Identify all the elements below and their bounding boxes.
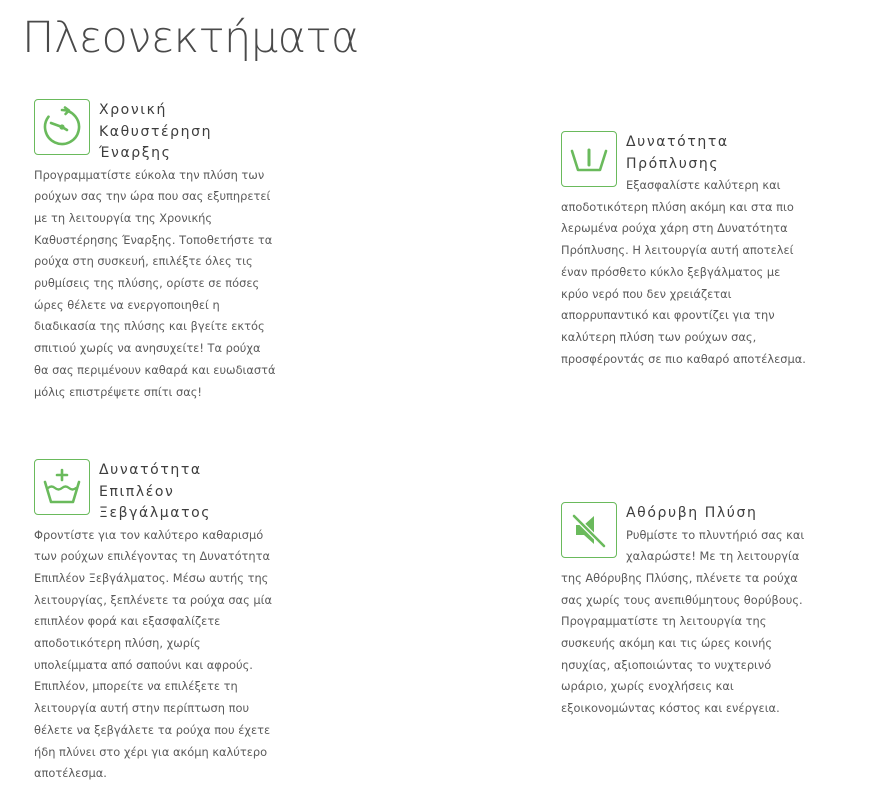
feature-title: Χρονική Καθυστέρηση Έναρξης	[99, 102, 213, 161]
prewash-icon	[561, 131, 617, 187]
feature-silent-wash	[561, 502, 806, 720]
page-title: Πλεονεκτήματα	[22, 13, 359, 63]
feature-text: Ρυθμίστε το πλυντήριό σας και χαλαρώστε! Με τη λειτουργία της Αθόρυβης Πλύσης, πλένετε τα ρούχα σας χωρίς τους ανεπιθύμητους θορύβους. Προγραμματίστε τη λειτουργία της συσκευής ακόμη και τις ώρες κοινής ησυχίας, αξιοποιώντας το νυχτερινό ωράριο, χωρίς ενοχλήσεις και εξοικονομώντας κόστος και ενέργεια.	[561, 527, 805, 716]
feature-prewash	[561, 131, 806, 370]
feature-delayed-start	[34, 99, 276, 403]
mute-speaker-icon	[561, 502, 617, 558]
feature-title: Δυνατότητα Επιπλέον Ξεβγάλματος	[99, 462, 212, 521]
timer-icon	[34, 99, 90, 155]
feature-text: Φροντίστε για τον καλύτερο καθαρισμό των ρούχων επιλέγοντας τη Δυνατότητα Επιπλέον Ξεβγάλματος. Μέσω αυτής της λειτουργίας, ξεπλένετε τα ρούχα σας μία επιπλέον φορά και εξασφαλίζετε αποδοτικότερη πλύση, χωρίς υπολείμματα από σαπούνι και αφρούς. Επιπλέον, μπορείτε να επιλέξετε τη λειτουργία αυτή στην περίπτωση που θέλετε να ξεβγάλετε τα ρούχα που έχετε ήδη πλύνει στο χέρι για ακόμη καλύτερο αποτέλεσμα.	[34, 527, 272, 781]
feature-title: Αθόρυβη Πλύση	[626, 505, 758, 521]
feature-text: Προγραμματίστε εύκολα την πλύση των ρούχων σας την ώρα που σας εξυπηρετεί με τη λειτουργία της Χρονικής Καθυστέρησης Έναρξης. Τοποθετήστε τα ρούχα στη συσκευή, επιλέξτε όλες τις ρυθμίσεις της πλύσης, ορίστε σε πόσες ώρες θέλετε να ενεργοποιηθεί η διαδικασία της πλύσης και βγείτε εκτός σπιτιού χωρίς να ανησυχείτε! Τα ρούχα θα σας περιμένουν καθαρά και ευωδιαστά μόλις επιστρέψετε σπίτι σας!	[34, 167, 276, 399]
feature-extra-rinse	[34, 459, 276, 785]
extra-rinse-icon	[34, 459, 90, 515]
feature-text: Εξασφαλίστε καλύτερη και αποδοτικότερη πλύση ακόμη και στα πιο λερωμένα ρούχα χάρη στη Δυνατότητα Πρόπλυσης. Η λειτουργία αυτή αποτελεί έναν πρόσθετο κύκλο ξεβγάλματος με κρύο νερό που δεν χρειάζεται απορρυπαντικό και φροντίζει για την καλύτερη πλύση των ρούχων σας, προσφέροντάς σε πιο καθαρό αποτέλεσμα.	[561, 178, 806, 366]
feature-title: Δυνατότητα Πρόπλυσης	[626, 134, 729, 172]
